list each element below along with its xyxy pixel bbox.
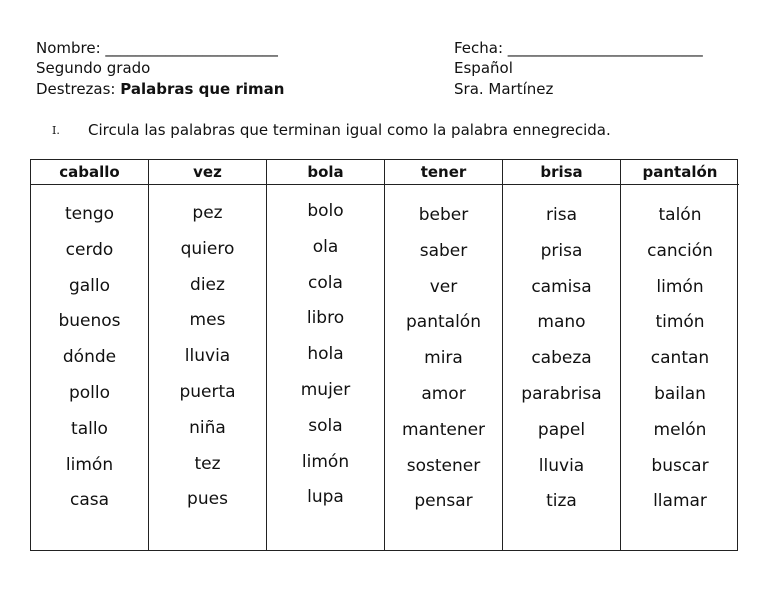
column-header: brisa — [503, 160, 620, 185]
word-option[interactable]: libro — [306, 308, 345, 329]
instruction-number: I. — [52, 124, 60, 137]
word-option[interactable]: puerta — [179, 381, 236, 402]
word-list — [31, 197, 148, 519]
word-option[interactable]: pez — [192, 203, 223, 223]
word-option[interactable]: buscar — [651, 455, 709, 476]
word-option[interactable]: ola — [312, 236, 339, 257]
word-option[interactable]: cerdo — [65, 239, 114, 260]
word-list — [503, 198, 620, 520]
word-list — [267, 194, 384, 516]
word-option[interactable]: hola — [307, 344, 344, 365]
word-option[interactable]: lupa — [307, 487, 344, 508]
word-list — [621, 198, 739, 520]
instruction-text: Circula las palabras que terminan igual como la palabra ennegrecida. — [88, 121, 611, 139]
skills-line — [36, 79, 284, 99]
word-option[interactable]: casa — [69, 490, 110, 511]
column-header: caballo — [31, 160, 148, 185]
column-header: bola — [267, 160, 384, 185]
word-option[interactable]: tengo — [64, 204, 115, 224]
word-option[interactable]: saber — [419, 240, 468, 261]
word-option[interactable]: llamar — [653, 491, 707, 512]
column-1 — [149, 160, 267, 550]
word-list — [149, 196, 266, 518]
teacher-line: Sra. Martínez — [454, 80, 554, 98]
word-list — [385, 198, 502, 520]
word-option[interactable]: diez — [190, 274, 225, 295]
word-option[interactable]: limón — [656, 276, 704, 297]
word-option[interactable]: sola — [308, 415, 343, 436]
rhyme-table — [30, 159, 738, 551]
subject-line: Español — [454, 59, 513, 77]
column-0 — [31, 160, 149, 550]
name-line: Nombre: _______________________ — [36, 39, 278, 57]
word-option[interactable]: tiza — [546, 491, 577, 512]
word-option[interactable]: tez — [194, 453, 221, 474]
grade-line: Segundo grado — [36, 59, 151, 77]
word-option[interactable]: quiero — [180, 238, 235, 259]
word-option[interactable]: lluvia — [538, 455, 585, 476]
word-option[interactable]: cantan — [650, 348, 710, 369]
word-option[interactable]: melón — [653, 419, 707, 440]
word-option[interactable]: gallo — [68, 275, 111, 296]
word-option[interactable]: mujer — [300, 379, 351, 400]
word-option[interactable]: cola — [308, 272, 343, 293]
word-option[interactable]: pensar — [414, 491, 473, 512]
word-option[interactable]: mantener — [401, 419, 486, 440]
word-option[interactable]: ver — [429, 276, 458, 297]
word-option[interactable]: parabrisa — [521, 383, 602, 404]
skills-label: Destrezas: — [36, 80, 121, 98]
word-option[interactable]: mes — [189, 310, 226, 331]
column-5 — [621, 160, 739, 550]
word-option[interactable]: risa — [546, 205, 577, 225]
word-option[interactable]: dónde — [62, 347, 117, 368]
word-option[interactable]: pollo — [68, 382, 111, 403]
word-option[interactable]: prisa — [540, 240, 583, 261]
word-option[interactable]: papel — [537, 419, 586, 440]
word-option[interactable]: canción — [647, 240, 713, 261]
word-option[interactable]: niña — [189, 417, 226, 438]
column-3 — [385, 160, 503, 550]
word-option[interactable]: limón — [65, 454, 114, 475]
column-4 — [503, 160, 621, 550]
column-header: tener — [385, 160, 502, 185]
column-header: vez — [149, 160, 266, 185]
word-option[interactable]: limón — [301, 451, 350, 472]
word-option[interactable]: camisa — [531, 276, 592, 297]
word-option[interactable]: lluvia — [184, 346, 231, 367]
word-option[interactable]: pantalón — [406, 312, 481, 333]
word-option[interactable]: tallo — [71, 418, 108, 439]
word-option[interactable]: talón — [658, 205, 702, 225]
word-option[interactable]: buenos — [58, 311, 121, 332]
column-header: pantalón — [621, 160, 739, 185]
word-option[interactable]: beber — [418, 205, 469, 225]
word-option[interactable]: bailan — [654, 383, 706, 404]
skills-value: Palabras que riman — [120, 80, 285, 98]
column-2 — [267, 160, 385, 550]
word-option[interactable]: bolo — [307, 201, 344, 221]
word-option[interactable]: mira — [424, 348, 463, 369]
word-option[interactable]: timón — [655, 312, 705, 333]
word-option[interactable]: mano — [537, 312, 586, 333]
word-option[interactable]: sostener — [406, 455, 481, 476]
word-option[interactable]: pues — [187, 489, 228, 510]
word-option[interactable]: amor — [421, 383, 466, 404]
word-option[interactable]: cabeza — [531, 348, 592, 369]
date-line: Fecha: __________________________ — [454, 39, 703, 57]
